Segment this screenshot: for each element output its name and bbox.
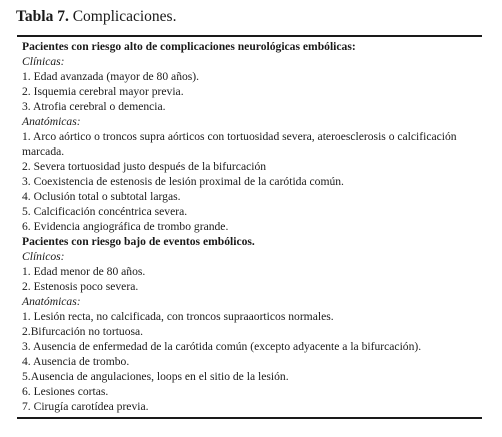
list-item: 3. Atrofia cerebral o demencia. xyxy=(22,100,166,113)
list-item: 1. Edad menor de 80 años. xyxy=(22,265,146,278)
group-label-anatomical: Anatómicas: xyxy=(22,295,81,308)
bottom-rule xyxy=(17,417,482,419)
table-number: Tabla 7. xyxy=(16,8,69,25)
list-item: 3. Ausencia de enfermedad de la carótida común (excepto adyacente a la bifurcación). xyxy=(22,340,422,353)
list-item: 4. Ausencia de trombo. xyxy=(22,355,130,368)
list-item: 2. Isquemia cerebral mayor previa. xyxy=(22,85,184,98)
list-item: 7. Cirugía carotídea previa. xyxy=(22,400,149,413)
list-item: 6. Evidencia angiográfica de trombo grande. xyxy=(22,220,229,233)
section-heading-low-risk: Pacientes con riesgo bajo de eventos embólicos. xyxy=(22,235,255,248)
list-item: 1. Edad avanzada (mayor de 80 años). xyxy=(22,70,200,83)
list-item: 2. Severa tortuosidad justo después de la bifurcación xyxy=(22,160,267,173)
group-label-anatomical: Anatómicas: xyxy=(22,115,81,128)
list-item: 5. Calcificación concéntrica severa. xyxy=(22,205,188,218)
table-caption: Complicaciones. xyxy=(72,8,177,25)
group-label-clinical: Clínicas: xyxy=(22,55,65,68)
list-item: 2. Estenosis poco severa. xyxy=(22,280,139,293)
list-item: 3. Coexistencia de estenosis de lesión proximal de la carótida común. xyxy=(22,175,344,188)
list-item: 6. Lesiones cortas. xyxy=(22,385,109,398)
table-title xyxy=(16,7,176,27)
table-body xyxy=(22,39,482,414)
list-item: 2.Bifurcación no tortuosa. xyxy=(22,325,144,338)
list-item: 1. Arco aórtico o troncos supra aórticos con tortuosidad severa, ateroesclerosis o calcificación marcada. xyxy=(22,130,457,158)
list-item: 4. Oclusión total o subtotal largas. xyxy=(22,190,181,203)
group-label-clinical: Clínicos: xyxy=(22,250,65,263)
section-heading-high-risk: Pacientes con riesgo alto de complicaciones neurológicas embólicas: xyxy=(22,40,356,53)
top-rule xyxy=(17,35,482,37)
list-item: 1. Lesión recta, no calcificada, con troncos supraaorticos normales. xyxy=(22,310,334,323)
list-item: 5.Ausencia de angulaciones, loops en el sitio de la lesión. xyxy=(22,370,289,383)
